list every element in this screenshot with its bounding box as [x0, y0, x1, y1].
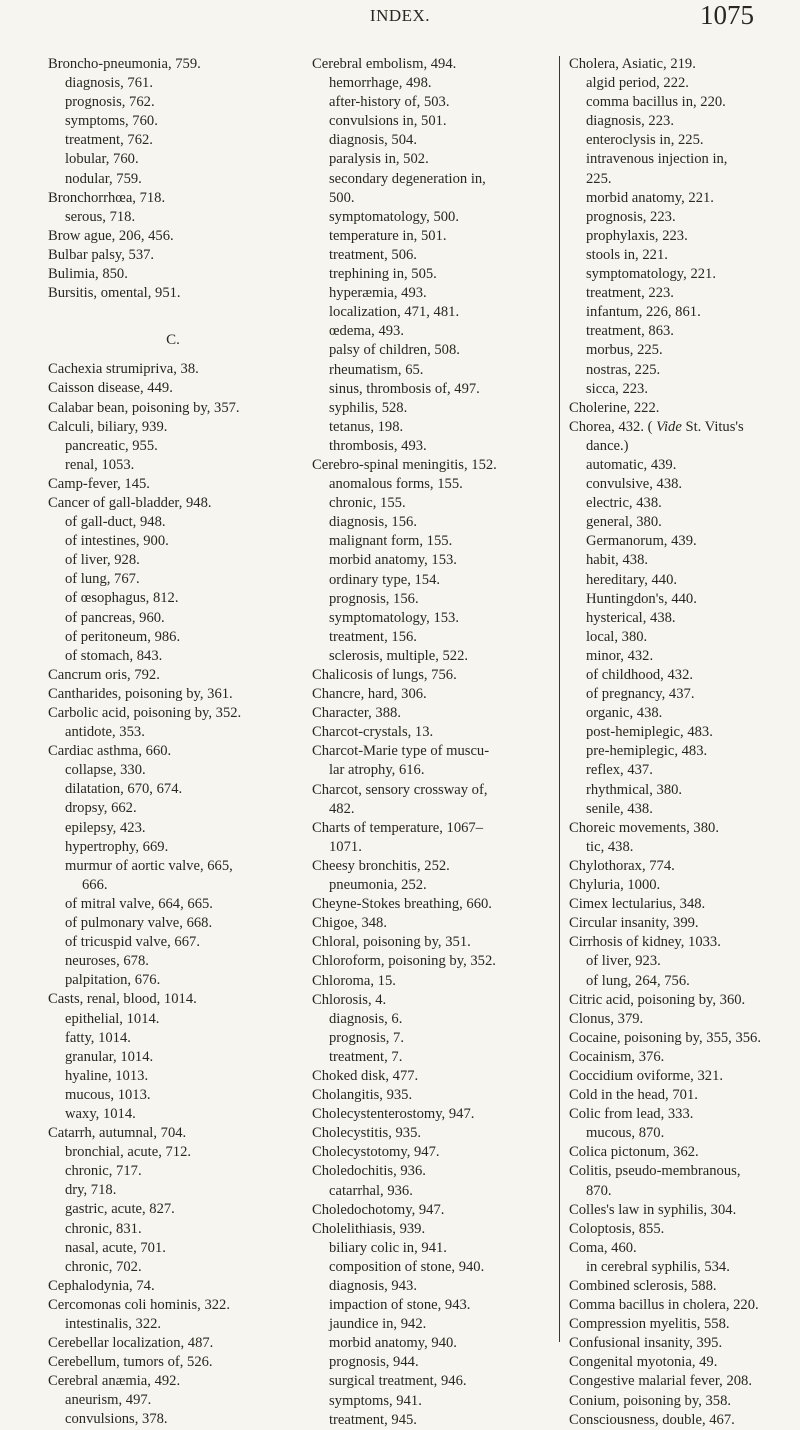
index-entry: Cercomonas coli hominis, 322. [48, 1296, 230, 1313]
index-subentry: after-history of, 503. [329, 94, 450, 111]
index-subentry: rheumatism, 65. [329, 361, 424, 378]
index-column-3 [569, 55, 800, 1430]
entry-text: Chorea, 432. ( [569, 418, 657, 435]
index-subentry: of liver, 923. [586, 953, 661, 970]
index-subentry: algid period, 222. [586, 75, 689, 92]
index-subentry: trephining in, 505. [329, 266, 437, 283]
index-entry: Cachexia strumipriva, 38. [48, 361, 199, 378]
index-subentry: comma bacillus in, 220. [586, 94, 726, 111]
index-entry: Broncho-pneumonia, 759. [48, 56, 201, 72]
index-entry: Cerebral embolism, 494. [312, 56, 457, 72]
index-subentry: treatment, 7. [329, 1048, 403, 1065]
index-subentry: rhythmical, 380. [586, 781, 683, 798]
index-subentry: of œsophagus, 812. [65, 590, 179, 607]
index-entry: Casts, renal, blood, 1014. [48, 991, 197, 1008]
index-subentry: granular, 1014. [65, 1048, 154, 1065]
index-subentry: morbid anatomy, 940. [329, 1335, 457, 1352]
index-subentry: gastric, acute, 827. [65, 1201, 175, 1218]
index-subentry: hypertrophy, 669. [65, 838, 169, 855]
index-subentry: diagnosis, 761. [65, 75, 153, 92]
index-entry: Cholangitis, 935. [312, 1087, 413, 1104]
index-subentry: prognosis, 156. [329, 590, 419, 607]
index-subentry: of gall-duct, 948. [65, 514, 166, 531]
index-entry: Coccidium oviforme, 321. [569, 1067, 724, 1084]
index-subentry: pancreatic, 955. [65, 437, 158, 454]
index-subentry: treatment, 863. [586, 323, 674, 340]
index-subentry: chronic, 155. [329, 495, 406, 512]
index-entry: Cholecystenterostomy, 947. [312, 1106, 475, 1123]
index-subentry: infantum, 226, 861. [586, 304, 701, 321]
index-entry: Cholerine, 222. [569, 399, 660, 416]
section-letter: C. [166, 332, 180, 349]
index-subentry: Germanorum, 439. [586, 533, 697, 550]
index-subentry: enteroclysis in, 225. [586, 132, 704, 149]
index-subentry: diagnosis, 6. [329, 1010, 403, 1027]
index-subentry: local, 380. [586, 628, 648, 645]
index-entry: Cold in the head, 701. [569, 1087, 698, 1104]
index-subentry: aneurism, 497. [65, 1392, 152, 1409]
index-subentry: ordinary type, 154. [329, 571, 441, 588]
index-subentry: general, 380. [586, 514, 662, 531]
index-entry: Cerebellar localization, 487. [48, 1335, 214, 1352]
index-entry: Confusional insanity, 395. [569, 1335, 723, 1352]
index-subentry: palsy of children, 508. [329, 342, 460, 359]
index-subentry: of stomach, 843. [65, 647, 163, 664]
index-entry: Charcot-Marie type of muscu- [312, 743, 490, 760]
index-subentry: prognosis, 7. [329, 1029, 404, 1046]
index-entry: Cholelithiasis, 939. [312, 1220, 426, 1237]
index-entry: Chylothorax, 774. [569, 857, 675, 874]
index-subentry: of pulmonary valve, 668. [65, 915, 213, 932]
index-subentry: habit, 438. [586, 552, 649, 569]
index-subentry: collapse, 330. [65, 762, 146, 779]
index-entry: Chalicosis of lungs, 756. [312, 667, 457, 683]
index-entry: Brow ague, 206, 456. [48, 227, 174, 244]
index-subentry: prophylaxis, 223. [586, 227, 688, 244]
index-entry: Character, 388. [312, 705, 401, 722]
index-subentry: convulsive, 438. [586, 476, 683, 493]
running-header-title: INDEX. [369, 6, 431, 25]
index-entry: Clonus, 379. [569, 1010, 644, 1027]
index-subentry: treatment, 506. [329, 246, 417, 263]
index-subentry: treatment, 762. [65, 132, 153, 149]
index-entry: Cancrum oris, 792. [48, 666, 160, 683]
index-subentry: localization, 471, 481. [329, 304, 460, 321]
index-subentry: catarrhal, 936. [329, 1182, 413, 1199]
index-subentry: dance.) [586, 437, 629, 454]
index-subentry: senile, 438. [586, 800, 653, 817]
index-subentry: surgical treatment, 946. [329, 1373, 467, 1390]
index-entry: Caisson disease, 449. [48, 380, 173, 397]
index-subentry: morbid anatomy, 153. [329, 552, 457, 569]
index-subentry: sclerosis, multiple, 522. [329, 647, 469, 664]
index-subentry: hereditary, 440. [586, 571, 678, 588]
index-subentry: symptomatology, 221. [586, 266, 716, 283]
index-subentry: automatic, 439. [586, 456, 677, 473]
index-entry: Cephalodynia, 74. [48, 1277, 155, 1294]
index-subentry: nodular, 759. [65, 170, 142, 187]
entry-tail: St. Vitus's [681, 418, 744, 435]
index-entry: Cholera, Asiatic, 219. [569, 56, 696, 72]
index-subentry: post-hemiplegic, 483. [586, 724, 713, 741]
index-subentry: malignant form, 155. [329, 533, 453, 550]
index-subentry: Huntingdon's, 440. [586, 590, 697, 607]
index-subentry: mucous, 870. [586, 1125, 665, 1142]
index-subentry: intestinalis, 322. [65, 1316, 162, 1332]
index-subentry: lar atrophy, 616. [329, 762, 425, 779]
index-subentry: secondary degeneration in, [329, 170, 486, 187]
index-subentry: symptomatology, 500. [329, 208, 459, 225]
index-subentry: of childhood, 432. [586, 667, 694, 683]
index-subentry: dry, 718. [65, 1182, 117, 1199]
index-subentry: 225. [586, 170, 612, 187]
index-entry: Colitis, pseudo-membranous, [569, 1163, 741, 1180]
index-subentry: 666. [82, 876, 108, 893]
index-entry: Cocainism, 376. [569, 1048, 665, 1065]
index-subentry: morbid anatomy, 221. [586, 189, 714, 206]
index-column-1 [48, 55, 298, 1430]
index-subentry: epithelial, 1014. [65, 1010, 160, 1027]
index-entry: Calculi, biliary, 939. [48, 418, 168, 435]
index-subentry: palpitation, 676. [65, 972, 161, 989]
index-subentry: pneumonia, 252. [329, 877, 427, 894]
index-entry: Coloptosis, 855. [569, 1220, 665, 1237]
index-entry: Cholecystitis, 935. [312, 1125, 422, 1142]
index-entry: Carbolic acid, poisoning by, 352. [48, 705, 242, 721]
index-entry: Colica pictonum, 362. [569, 1144, 699, 1161]
index-subentry: reflex, 437. [586, 762, 653, 779]
index-subentry: sinus, thrombosis of, 497. [329, 380, 480, 397]
index-entry: Colles's law in syphilis, 304. [569, 1201, 737, 1218]
index-subentry: œdema, 493. [329, 323, 404, 340]
index-subentry: anomalous forms, 155. [329, 476, 463, 493]
index-entry: Cocaine, poisoning by, 355, 356. [569, 1029, 761, 1046]
index-entry: Chloroma, 15. [312, 972, 396, 989]
index-subentry: treatment, 945. [329, 1411, 417, 1428]
index-subentry: fatty, 1014. [65, 1029, 131, 1046]
index-entry: Catarrh, autumnal, 704. [48, 1125, 187, 1142]
index-entry: Cerebro-spinal meningitis, 152. [312, 456, 497, 473]
index-subentry: of lung, 767. [65, 571, 140, 588]
index-entry: Compression myelitis, 558. [569, 1316, 730, 1333]
index-subentry: hyaline, 1013. [65, 1067, 149, 1084]
index-subentry: treatment, 223. [586, 285, 674, 302]
index-subentry: diagnosis, 223. [586, 113, 674, 130]
index-entry [569, 418, 800, 437]
index-entry: Charts of temperature, 1067– [312, 819, 484, 836]
index-subentry: 1071. [329, 838, 362, 855]
index-subentry: hemorrhage, 498. [329, 75, 432, 92]
index-subentry: of tricuspid valve, 667. [65, 934, 200, 951]
index-entry: Charcot-crystals, 13. [312, 724, 434, 741]
index-entry: Circular insanity, 399. [569, 915, 699, 932]
index-subentry: paralysis in, 502. [329, 151, 429, 168]
index-subentry: morbus, 225. [586, 342, 663, 359]
index-entry: Bursitis, omental, 951. [48, 285, 181, 302]
index-entry: Cantharides, poisoning by, 361. [48, 685, 233, 702]
index-subentry: epilepsy, 423. [65, 819, 146, 836]
index-subentry: serous, 718. [65, 208, 136, 225]
index-entry: Chancre, hard, 306. [312, 686, 427, 703]
index-subentry: neuroses, 678. [65, 953, 149, 970]
index-subentry: of lung, 264, 756. [586, 972, 690, 989]
index-subentry: hysterical, 438. [586, 609, 676, 626]
index-subentry: convulsions in, 501. [329, 113, 447, 130]
index-subentry: prognosis, 944. [329, 1354, 419, 1371]
index-subentry: diagnosis, 156. [329, 514, 417, 531]
index-subentry: of intestines, 900. [65, 533, 169, 550]
index-subentry: impaction of stone, 943. [329, 1297, 471, 1314]
index-subentry: diagnosis, 504. [329, 132, 417, 149]
index-entry: Coma, 460. [569, 1239, 637, 1256]
index-subentry: bronchial, acute, 712. [65, 1144, 192, 1161]
index-subentry: symptoms, 941. [329, 1392, 422, 1409]
index-subentry: of pregnancy, 437. [586, 686, 695, 703]
index-subentry: in cerebral syphilis, 534. [586, 1258, 730, 1275]
entry-italic: Vide [656, 418, 682, 435]
index-column-2 [312, 55, 556, 1430]
index-entry: Conium, poisoning by, 358. [569, 1392, 732, 1409]
index-subentry: electric, 438. [586, 495, 662, 512]
index-subentry: temperature in, 501. [329, 227, 447, 244]
index-entry: Choreic movements, 380. [569, 819, 719, 836]
index-entry: Choledochotomy, 947. [312, 1201, 445, 1218]
index-subentry: treatment, 156. [329, 628, 417, 645]
index-subentry: organic, 438. [586, 705, 663, 722]
index-entry: Cheesy bronchitis, 252. [312, 857, 450, 874]
index-subentry: biliary colic in, 941. [329, 1239, 447, 1256]
index-subentry: chronic, 702. [65, 1258, 142, 1275]
index-subentry: waxy, 1014. [65, 1105, 136, 1122]
index-subentry: pre-hemiplegic, 483. [586, 743, 708, 760]
index-subentry: thrombosis, 493. [329, 437, 427, 454]
index-subentry: sicca, 223. [586, 380, 649, 397]
index-entry: Cancer of gall-bladder, 948. [48, 494, 212, 511]
index-subentry: prognosis, 223. [586, 208, 676, 225]
page-number: 1075 [700, 0, 754, 30]
index-subentry: of peritoneum, 986. [65, 628, 181, 645]
index-subentry: hyperæmia, 493. [329, 285, 427, 302]
index-subentry: of liver, 928. [65, 552, 140, 569]
index-entry: Chloral, poisoning by, 351. [312, 934, 471, 951]
index-subentry: dropsy, 662. [65, 800, 137, 817]
index-entry: Chigoe, 348. [312, 915, 387, 932]
index-entry: Choledochitis, 936. [312, 1163, 426, 1180]
index-entry: Combined sclerosis, 588. [569, 1278, 717, 1294]
index-entry: Cheyne-Stokes breathing, 660. [312, 896, 492, 913]
index-subentry: chronic, 717. [65, 1163, 142, 1180]
index-subentry: 500. [329, 189, 355, 206]
index-entry: Cerebral anæmia, 492. [48, 1373, 181, 1390]
index-subentry: minor, 432. [586, 647, 654, 664]
index-entry: Cerebellum, tumors of, 526. [48, 1354, 213, 1371]
index-entry: Consciousness, double, 467. [569, 1411, 735, 1428]
index-entry: Cimex lectularius, 348. [569, 896, 706, 913]
index-entry: Congenital myotonia, 49. [569, 1354, 718, 1371]
index-subentry: symptomatology, 153. [329, 609, 459, 626]
index-subentry: 870. [586, 1182, 612, 1199]
index-entry: Chlorosis, 4. [312, 991, 387, 1008]
index-subentry: tetanus, 198. [329, 418, 404, 435]
index-subentry: of mitral valve, 664, 665. [65, 895, 213, 912]
index-subentry: intravenous injection in, [586, 151, 728, 168]
index-subentry: chronic, 831. [65, 1220, 142, 1237]
index-subentry: murmur of aortic valve, 665, [65, 857, 233, 874]
index-entry: Calabar bean, poisoning by, 357. [48, 399, 240, 416]
index-entry: Comma bacillus in cholera, 220. [569, 1297, 759, 1314]
index-entry: Camp-fever, 145. [48, 475, 150, 492]
index-subentry: dilatation, 670, 674. [65, 781, 183, 798]
index-subentry: nasal, acute, 701. [65, 1239, 166, 1256]
index-subentry: symptoms, 760. [65, 113, 158, 130]
index-subentry: tic, 438. [586, 838, 634, 855]
index-entry: Cirrhosis of kidney, 1033. [569, 934, 721, 951]
index-entry: Cholecystotomy, 947. [312, 1144, 440, 1161]
index-subentry: antidote, 353. [65, 724, 145, 741]
index-subentry: prognosis, 762. [65, 94, 155, 111]
index-subentry: 482. [329, 800, 355, 817]
index-entry: Chloroform, poisoning by, 352. [312, 953, 496, 970]
index-subentry: renal, 1053. [65, 456, 135, 473]
index-subentry: mucous, 1013. [65, 1086, 151, 1103]
index-subentry: syphilis, 528. [329, 399, 408, 416]
index-subentry: jaundice in, 942. [329, 1316, 427, 1333]
index-subentry: diagnosis, 943. [329, 1278, 417, 1294]
index-entry: Colic from lead, 333. [569, 1106, 694, 1123]
index-entry: Citric acid, poisoning by, 360. [569, 991, 746, 1008]
index-entry: Bronchorrhœa, 718. [48, 189, 166, 206]
index-subentry: lobular, 760. [65, 151, 139, 168]
index-subentry: stools in, 221. [586, 246, 668, 263]
index-entry: Chyluria, 1000. [569, 877, 661, 894]
index-subentry: composition of stone, 940. [329, 1258, 485, 1275]
column-rule [559, 56, 560, 1342]
index-entry: Choked disk, 477. [312, 1067, 419, 1084]
index-entry: Bulimia, 850. [48, 266, 128, 283]
index-subentry: convulsions, 378. [65, 1411, 168, 1428]
index-entry: Congestive malarial fever, 208. [569, 1373, 752, 1390]
index-subentry: of pancreas, 960. [65, 609, 165, 626]
index-subentry: nostras, 225. [586, 361, 661, 378]
index-entry: Cardiac asthma, 660. [48, 743, 172, 760]
index-entry: Bulbar palsy, 537. [48, 246, 155, 263]
index-entry: Charcot, sensory crossway of, [312, 781, 488, 798]
